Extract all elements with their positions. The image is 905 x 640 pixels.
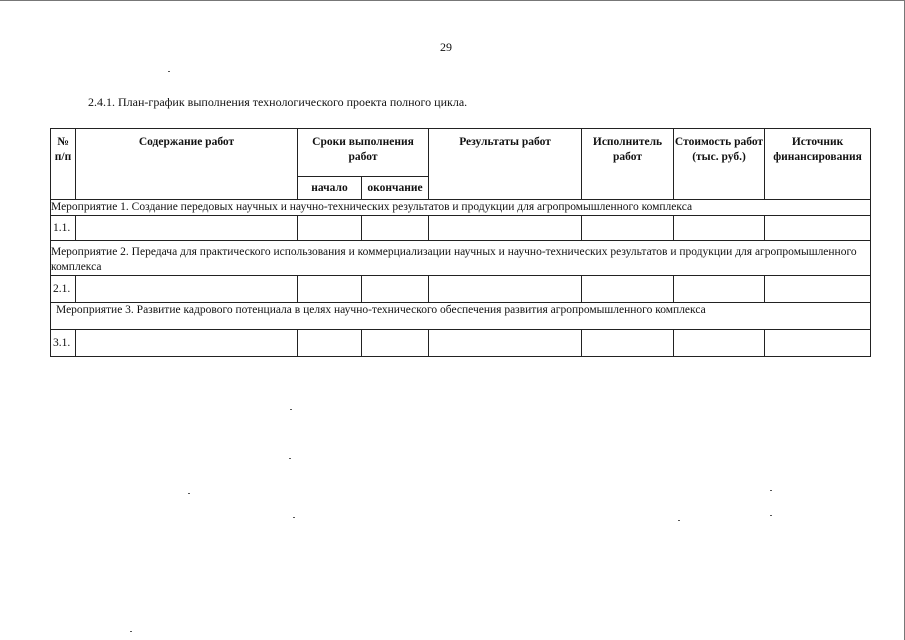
cell-source <box>765 276 871 303</box>
page-number: 29 <box>440 40 452 54</box>
cell-source <box>765 330 871 357</box>
event-row <box>51 200 871 216</box>
table-row <box>51 330 871 357</box>
header-content: Содержание работ <box>76 129 298 200</box>
header-results: Результаты работ <box>429 129 582 200</box>
cell-executor <box>582 216 674 241</box>
cell-content <box>76 276 298 303</box>
scan-speck <box>188 493 190 494</box>
cell-content <box>76 330 298 357</box>
page-frame-top <box>0 0 905 1</box>
cell-executor <box>582 330 674 357</box>
table-row <box>51 276 871 303</box>
scan-speck <box>770 515 772 516</box>
cell-cost <box>674 330 765 357</box>
cell-end <box>362 216 429 241</box>
scan-speck <box>770 490 772 491</box>
scan-speck <box>290 409 292 410</box>
table-row <box>51 216 871 241</box>
cell-content <box>76 216 298 241</box>
header-cost: Стоимость работ (тыс. руб.) <box>674 129 765 200</box>
cell-end <box>362 330 429 357</box>
cell-results <box>429 276 582 303</box>
event-title: Мероприятие 2. Передача для практического использования и коммерциализации научных и научно-технических результатов и продукции для агропромышленного комплекса <box>51 241 871 276</box>
header-end: окончание <box>362 177 429 200</box>
header-start: начало <box>298 177 362 200</box>
header-num: № п/п <box>51 129 76 200</box>
cell-end <box>362 276 429 303</box>
scan-speck <box>130 631 132 632</box>
cell-start <box>298 216 362 241</box>
cell-cost <box>674 276 765 303</box>
scan-speck <box>293 517 295 518</box>
row-number: 3.1. <box>51 330 76 357</box>
cell-source <box>765 216 871 241</box>
section-heading: 2.4.1. План-график выполнения технологического проекта полного цикла. <box>88 95 468 109</box>
event-row <box>51 303 871 330</box>
scan-speck <box>168 71 170 72</box>
row-number: 2.1. <box>51 276 76 303</box>
cell-cost <box>674 216 765 241</box>
cell-executor <box>582 276 674 303</box>
event-row <box>51 241 871 276</box>
cell-start <box>298 330 362 357</box>
event-title: Мероприятие 1. Создание передовых научных и научно-технических результатов и продукции для агропромышленного комплекса <box>51 200 871 216</box>
plan-schedule-table <box>50 128 871 357</box>
header-terms: Сроки выполнения работ <box>298 129 429 177</box>
cell-start <box>298 276 362 303</box>
header-source: Источник финансирования <box>765 129 871 200</box>
event-title: Мероприятие 3. Развитие кадрового потенциала в целях научно-технического обеспечения развития агропромышленного комплекса <box>51 303 871 330</box>
header-executor: Исполнитель работ <box>582 129 674 200</box>
cell-results <box>429 216 582 241</box>
row-number: 1.1. <box>51 216 76 241</box>
scan-speck <box>289 458 291 459</box>
scan-speck <box>678 520 680 521</box>
cell-results <box>429 330 582 357</box>
